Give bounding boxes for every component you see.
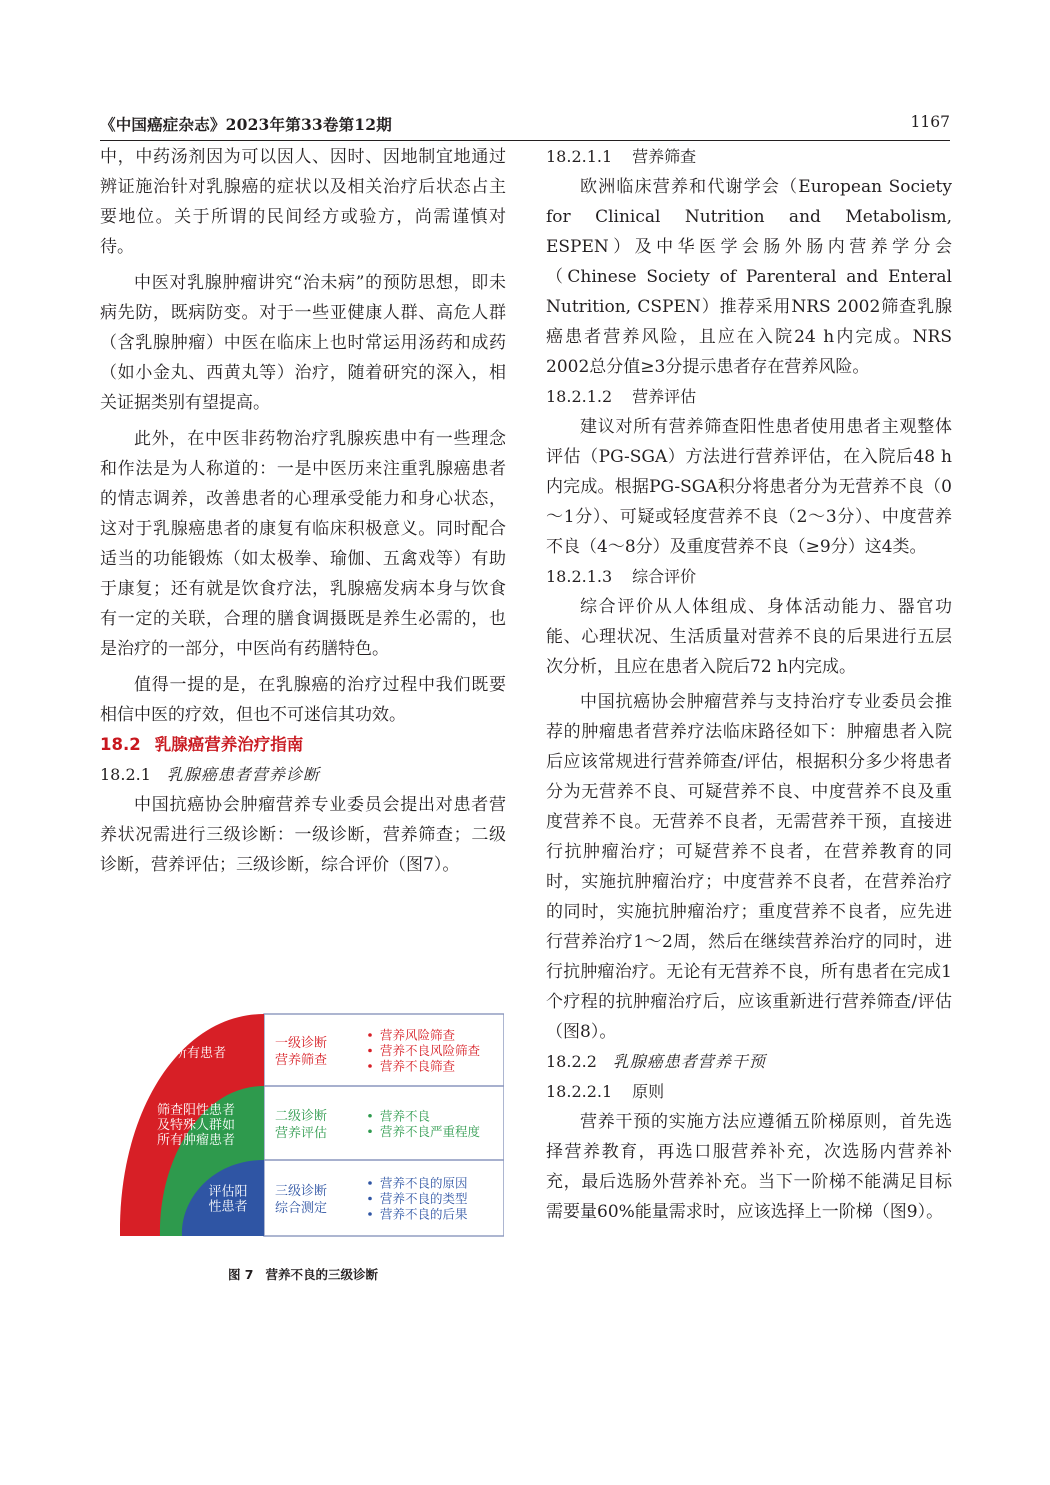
bullet-item: 营养不良的类型	[380, 1191, 468, 1206]
bullet-icon	[368, 1033, 372, 1037]
level-label: 二级诊断	[275, 1109, 328, 1124]
bullet-item: 营养不良	[380, 1108, 431, 1124]
bullet-item: 营养不良的原因	[380, 1175, 468, 1191]
paragraph: 中，中药汤剂因为可以因人、因时、因地制宜地通过辨证施治针对乳腺癌的症状以及相关治疗后状态占主要地位。关于所谓的民间经方或验方，尚需谨慎对待。	[100, 147, 506, 257]
bullet-icon	[368, 1181, 372, 1185]
heading-title: 综合评价	[632, 567, 697, 586]
bullet-item: 营养不良的后果	[380, 1206, 468, 1222]
subsection-title: 乳腺癌患者营养诊断	[166, 765, 320, 784]
group-label: 评估阳	[208, 1184, 248, 1200]
group-label: 所有患者	[173, 1046, 227, 1061]
left-column	[100, 142, 506, 880]
bullet-item: 营养不良严重程度	[380, 1123, 481, 1139]
bullet-icon	[368, 1049, 372, 1053]
heading-title: 原则	[632, 1082, 665, 1101]
heading-number: 18.2.1.1	[546, 147, 613, 166]
diagnosis-diagram	[120, 1012, 504, 1238]
bullet-item: 营养不良筛查	[380, 1058, 456, 1074]
bullet-icon	[368, 1212, 372, 1216]
header-rule	[100, 140, 950, 141]
paragraph: 综合评价从人体组成、身体活动能力、器官功能、心理状况、生活质量对营养不良的后果进行五层次分析，且应在患者入院后72 h内完成。	[546, 597, 952, 677]
section-heading	[100, 730, 506, 760]
heading-title: 营养评估	[632, 387, 697, 406]
bullet-item: 营养风险筛查	[380, 1027, 456, 1043]
level-label: 三级诊断	[275, 1184, 328, 1199]
heading-title: 营养筛查	[632, 147, 697, 166]
figure-7	[120, 1012, 504, 1238]
subsection-number: 18.2.2	[546, 1052, 597, 1071]
journal-title: 《中国癌症杂志》2023年第33卷第12期	[100, 115, 392, 134]
paragraph: 营养干预的实施方法应遵循五阶梯原则，首先选择营养教育，再选口服营养补充，次选肠内营养补充，最后选肠外营养补充。当下一阶梯不能满足目标需要量60%能量需求时，应该选择上一阶梯（图9）。	[546, 1112, 952, 1222]
group-label: 及特殊人群如	[156, 1118, 236, 1133]
level-label: 综合测定	[275, 1201, 328, 1216]
paragraph: 中国抗癌协会肿瘤营养专业委员会提出对患者营养状况需进行三级诊断：一级诊断，营养筛查；二级诊断，营养评估；三级诊断，综合评价（图7）。	[100, 795, 506, 875]
page-number: 1167	[910, 113, 950, 131]
paragraph: 此外，在中医非药物治疗乳腺疾患中有一些理念和作法是为人称道的：一是中医历来注重乳腺癌患者的情志调养，改善患者的心理承受能力和身心状态，这对于乳腺癌患者的康复有临床积极意义。同时配合适当的功能锻炼（如太极拳、瑜伽、五禽戏等）有助于康复；还有就是饮食疗法，乳腺癌发病本身与饮食有一定的关联，合理的膳食调摄既是养生必需的，也是治疗的一部分，中医尚有药膳特色。	[100, 429, 506, 659]
bullet-icon	[368, 1129, 372, 1133]
caption-number: 图 7	[227, 1267, 254, 1282]
bullet-item: 营养不良风险筛查	[380, 1043, 481, 1058]
paragraph: 值得一提的是，在乳腺癌的治疗过程中我们既要相信中医的疗效，但也不可迷信其功效。	[100, 675, 506, 725]
group-label: 筛查阳性患者	[156, 1103, 236, 1118]
level-label: 营养评估	[275, 1126, 328, 1141]
paragraph: 中国抗癌协会肿瘤营养与支持治疗专业委员会推荐的肿瘤患者营养疗法临床路径如下：肿瘤患者入院后应该常规进行营养筛查/评估，根据积分多少将患者分为无营养不良、可疑营养不良、中度营养不良及重度营养不良。无营养不良者，无需营养干预，直接进行抗肿瘤治疗；可疑营养不良者，在营养教育的同时，实施抗肿瘤治疗；中度营养不良者，在营养治疗的同时，实施抗肿瘤治疗；重度营养不良者，应先进行营养治疗1～2周，然后在继续营养治疗的同时，进行抗肿瘤治疗。无论有无营养不良，所有患者在完成1个疗程的抗肿瘤治疗后，应该重新进行营养筛查/评估（图8）。	[546, 692, 952, 1042]
level-label: 一级诊断	[275, 1036, 328, 1051]
heading-number: 18.2.1.2	[546, 387, 613, 406]
group-label: 所有肿瘤患者	[156, 1133, 236, 1148]
figure-caption	[100, 1265, 506, 1283]
level-label: 营养筛查	[275, 1053, 328, 1068]
paragraph: 建议对所有营养筛查阳性患者使用患者主观整体评估（PG-SGA）方法进行营养评估，在入院后48 h内完成。根据PG-SGA积分将患者分为无营养不良（0～1分）、可疑或轻度营养不良（2～3分）、中度营养不良（4～8分）及重度营养不良（≥9分）这4类。	[546, 417, 952, 557]
bullet-icon	[368, 1114, 372, 1118]
subsubsection-heading	[546, 562, 952, 592]
bullet-icon	[368, 1064, 372, 1068]
heading-number: 18.2.2.1	[546, 1082, 613, 1101]
subsection-heading	[100, 760, 506, 790]
page-header	[100, 113, 950, 137]
subsection-number: 18.2.1	[100, 765, 151, 784]
paragraph: 中医对乳腺肿瘤讲究“治未病”的预防思想，即未病先防，既病防变。对于一些亚健康人群、高危人群（含乳腺肿瘤）中医在临床上也时常运用汤药和成药（如小金丸、西黄丸等）治疗，随着研究的深入，相关证据类别有望提高。	[100, 273, 506, 413]
group-label: 性患者	[208, 1199, 248, 1215]
section-number: 18.2	[100, 735, 141, 754]
subsubsection-heading	[546, 142, 952, 172]
heading-number: 18.2.1.3	[546, 567, 613, 586]
subsubsection-heading	[546, 1077, 952, 1107]
paragraph: 欧洲临床营养和代谢学会（European Society for Clinical Nutrition and Metabolism, ESPEN）及中华医学会肠外肠内营养学分会（Chinese Society of Parenteral and Enteral Nutrition, CSPEN）推荐采用NRS 2002筛查乳腺癌患者营养风险，且应在入院24 h内完成。NRS 2002总分值≥3分提示患者存在营养风险。	[546, 177, 952, 377]
caption-text: 营养不良的三级诊断	[265, 1267, 379, 1282]
subsection-heading	[546, 1047, 952, 1077]
right-column	[546, 142, 952, 1227]
subsection-title: 乳腺癌患者营养干预	[612, 1052, 766, 1071]
subsubsection-heading	[546, 382, 952, 412]
section-title: 乳腺癌营养治疗指南	[154, 735, 304, 754]
bullet-icon	[368, 1197, 372, 1201]
